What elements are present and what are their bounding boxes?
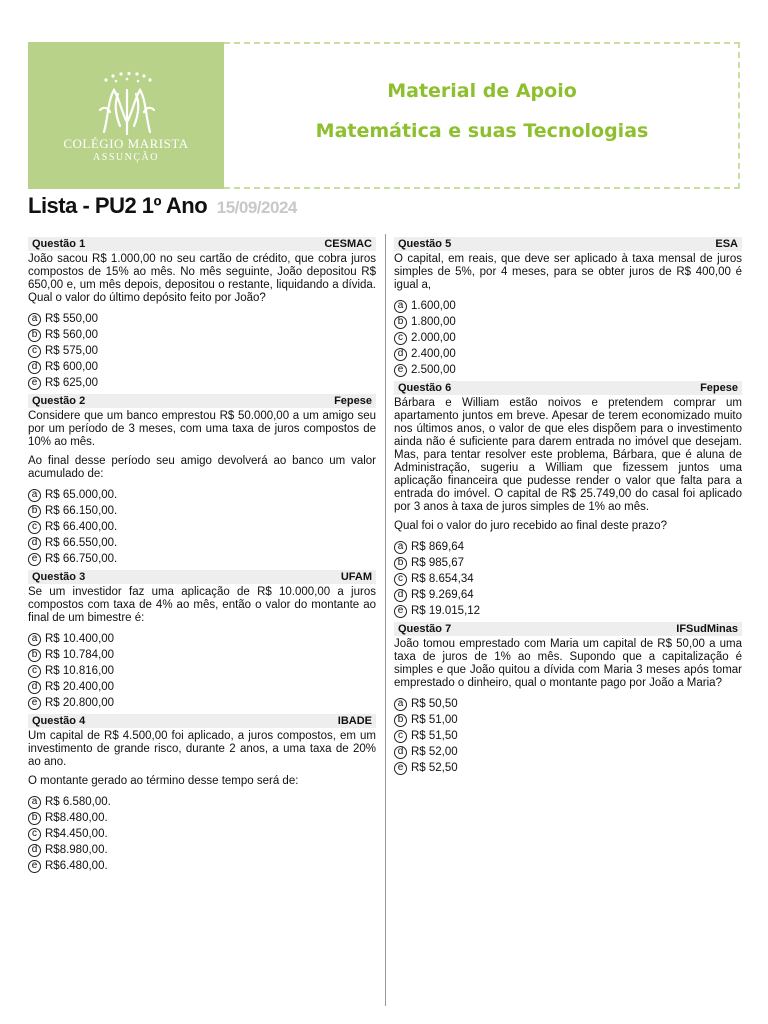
- option-letter-icon: d: [28, 537, 41, 550]
- question-label: Questão 2: [32, 395, 86, 407]
- option-b[interactable]: [394, 712, 742, 728]
- option-text: 1.600,00: [411, 300, 456, 312]
- question-label: Questão 4: [32, 715, 86, 727]
- option-letter-icon: c: [394, 573, 407, 586]
- option-letter-icon: a: [28, 313, 41, 326]
- options-list: [28, 794, 376, 874]
- list-date: 15/09/2024: [216, 198, 297, 217]
- option-text: R$ 66.750,00.: [45, 553, 118, 565]
- option-b[interactable]: [28, 647, 376, 663]
- option-letter-icon: b: [394, 714, 407, 727]
- option-text: R$ 20.400,00: [45, 681, 115, 693]
- option-d[interactable]: [394, 346, 742, 362]
- option-b[interactable]: [394, 555, 742, 571]
- option-letter-icon: e: [28, 553, 41, 566]
- question-header: [394, 237, 742, 251]
- option-text: R$ 51,00: [411, 714, 458, 726]
- option-text: R$ 9.269,64: [411, 589, 474, 601]
- option-letter-icon: c: [394, 730, 407, 743]
- option-letter-icon: e: [28, 377, 41, 390]
- question-label: Questão 6: [398, 382, 452, 394]
- question-label: Questão 3: [32, 571, 86, 583]
- question-text: Um capital de R$ 4.500,00 foi aplicado, a juros compostos, em um investimento de grande risco, durante 2 anos, a uma taxa de 20% ao ano.: [28, 730, 376, 768]
- options-list: [28, 487, 376, 567]
- option-b[interactable]: [28, 810, 376, 826]
- option-text: R$ 575,00: [45, 345, 99, 357]
- option-letter-icon: a: [28, 489, 41, 502]
- option-letter-icon: c: [28, 828, 41, 841]
- option-text: R$ 66.150,00.: [45, 505, 118, 517]
- option-text: 2.500,00: [411, 364, 456, 376]
- option-c[interactable]: [28, 663, 376, 679]
- option-text: R$ 869,64: [411, 541, 465, 553]
- option-text: 2.000,00: [411, 332, 456, 344]
- marista-monogram-icon: [94, 70, 160, 138]
- option-text: R$ 51,50: [411, 730, 458, 742]
- question-source: IBADE: [337, 715, 372, 727]
- option-a[interactable]: [394, 696, 742, 712]
- option-letter-icon: c: [28, 345, 41, 358]
- question-header: [28, 570, 376, 584]
- option-letter-icon: d: [394, 746, 407, 759]
- option-letter-icon: b: [394, 557, 407, 570]
- option-letter-icon: d: [394, 589, 407, 602]
- question-source: ESA: [715, 238, 738, 250]
- question-label: Questão 5: [398, 238, 452, 250]
- options-list: [394, 696, 742, 776]
- right-column: [394, 237, 742, 779]
- question-text: Se um investidor faz uma aplicação de R$ 10.000,00 a juros compostos com taxa de 4% ao mês, então o valor do montante ao final de um bimestre é:: [28, 586, 376, 624]
- option-text: R$ 52,00: [411, 746, 458, 758]
- option-b[interactable]: [28, 327, 376, 343]
- option-text: R$ 8.654,34: [411, 573, 474, 585]
- option-b[interactable]: [28, 503, 376, 519]
- list-title-text: Lista - PU2 1º Ano: [28, 193, 208, 218]
- option-c[interactable]: [394, 330, 742, 346]
- option-text: R$ 10.784,00: [45, 649, 115, 661]
- question-7: [394, 622, 742, 776]
- header-subtitle: Matemática e suas Tecnologias: [315, 120, 649, 142]
- option-letter-icon: e: [28, 860, 41, 873]
- question-header: [394, 381, 742, 395]
- option-c[interactable]: [28, 826, 376, 842]
- question-label: Questão 1: [32, 238, 86, 250]
- option-c[interactable]: [394, 571, 742, 587]
- option-d[interactable]: [394, 587, 742, 603]
- option-b[interactable]: [394, 314, 742, 330]
- option-text: R$ 19.015,12: [411, 605, 481, 617]
- option-e[interactable]: [394, 362, 742, 378]
- option-text: R$ 10.400,00: [45, 633, 115, 645]
- question-prompt: Ao final desse período seu amigo devolverá ao banco um valor acumulado de:: [28, 455, 376, 480]
- option-letter-icon: b: [28, 812, 41, 825]
- option-letter-icon: a: [394, 300, 407, 313]
- option-text: R$ 550,00: [45, 313, 99, 325]
- option-text: R$ 52,50: [411, 762, 458, 774]
- question-prompt: Qual foi o valor do juro recebido ao final deste prazo?: [394, 520, 667, 532]
- options-list: [394, 298, 742, 378]
- question-source: CESMAC: [324, 238, 372, 250]
- question-source: IFSudMinas: [676, 623, 738, 635]
- header-title: Material de Apoio: [387, 80, 577, 102]
- option-d[interactable]: [394, 744, 742, 760]
- option-letter-icon: e: [394, 605, 407, 618]
- header: [28, 42, 740, 189]
- option-letter-icon: e: [394, 762, 407, 775]
- list-title: [28, 193, 297, 219]
- school-name: COLÉGIO MARISTA: [63, 136, 189, 151]
- question-2: [28, 394, 376, 567]
- question-text: Considere que um banco emprestou R$ 50.000,00 a um amigo seu por um período de 3 meses, com uma taxa de juros compostos de 10% ao mês.: [28, 410, 376, 448]
- option-text: R$ 50,50: [411, 698, 458, 710]
- option-c[interactable]: [28, 343, 376, 359]
- option-text: 2.400,00: [411, 348, 456, 360]
- option-e[interactable]: [28, 858, 376, 874]
- option-letter-icon: b: [28, 329, 41, 342]
- option-text: R$ 66.550,00.: [45, 537, 118, 549]
- option-text: R$ 625,00: [45, 377, 99, 389]
- option-letter-icon: c: [28, 521, 41, 534]
- option-d[interactable]: [28, 679, 376, 695]
- question-text: João sacou R$ 1.000,00 no seu cartão de crédito, que cobra juros compostos de 15% ao mês. No mês seguinte, João depositou R$ 650,00 e, um mês depois, depositou o restante, liquidando a dívida. Qual o valor do último depósito feito por João?: [28, 253, 376, 304]
- option-a[interactable]: [28, 794, 376, 810]
- option-letter-icon: c: [394, 332, 407, 345]
- option-text: 1.800,00: [411, 316, 456, 328]
- question-source: UFAM: [340, 571, 372, 583]
- option-text: R$ 985,67: [411, 557, 465, 569]
- left-column: [28, 237, 376, 877]
- option-d[interactable]: [28, 535, 376, 551]
- option-letter-icon: b: [394, 316, 407, 329]
- logo-panel: [28, 42, 224, 189]
- question-label: Questão 7: [398, 623, 452, 635]
- question-text: João tomou emprestado com Maria um capital de R$ 50,00 a uma taxa de juros de 1% ao mês. Supondo que a capitalização é simples e que João quitou a dívida com Maria 3 meses após tomar emprestado o dinheiro, qual o montante pago por João a Maria?: [394, 638, 742, 689]
- header-frame: [224, 42, 740, 189]
- option-text: R$ 6.580,00.: [45, 796, 111, 808]
- options-list: [28, 631, 376, 711]
- question-1: [28, 237, 376, 391]
- option-letter-icon: c: [28, 665, 41, 678]
- option-text: R$4.450,00.: [45, 828, 108, 840]
- school-subname: ASSUNÇÃO: [93, 152, 159, 163]
- option-letter-icon: d: [28, 681, 41, 694]
- option-letter-icon: d: [28, 844, 41, 857]
- options-list: [394, 539, 742, 619]
- option-e[interactable]: [28, 551, 376, 567]
- question-header: [394, 622, 742, 636]
- option-e[interactable]: [28, 695, 376, 711]
- option-d[interactable]: [28, 359, 376, 375]
- question-prompt: O montante gerado ao término desse tempo será de:: [28, 775, 299, 787]
- option-a[interactable]: [28, 487, 376, 503]
- question-header: [28, 714, 376, 728]
- options-list: [28, 311, 376, 391]
- question-3: [28, 570, 376, 711]
- option-letter-icon: b: [28, 649, 41, 662]
- option-d[interactable]: [28, 842, 376, 858]
- option-letter-icon: a: [28, 796, 41, 809]
- option-a[interactable]: [28, 631, 376, 647]
- option-letter-icon: d: [28, 361, 41, 374]
- option-text: R$ 600,00: [45, 361, 99, 373]
- option-letter-icon: a: [394, 541, 407, 554]
- question-5: [394, 237, 742, 378]
- option-text: R$ 66.400,00.: [45, 521, 118, 533]
- question-text: Bárbara e William estão noivos e pretendem comprar um apartamento juntos em breve. Apesar de terem economizado muito nos últimos anos, o valor de que eles dispõem para o investimento ainda não é suficiente para darem entrada no imóvel que desejam. Mas, para tentar resolver este problema, Bárbara, que é aluna de Administração, sugeriu a William que fizessem juntos uma aplicação financeira que pudesse render o valor que falta para a entrada do imóvel. O capital de R$ 25.749,00 do casal foi aplicado por 3 anos à taxa de juros simples de 1% ao mês.: [394, 397, 742, 513]
- option-text: R$ 560,00: [45, 329, 99, 341]
- question-6: [394, 381, 742, 619]
- option-text: R$8.480,00.: [45, 812, 108, 824]
- option-c[interactable]: [28, 519, 376, 535]
- option-letter-icon: a: [394, 698, 407, 711]
- option-text: R$8.980,00.: [45, 844, 108, 856]
- option-text: R$ 20.800,00: [45, 697, 115, 709]
- option-letter-icon: e: [28, 697, 41, 710]
- option-e[interactable]: [394, 603, 742, 619]
- question-source: Fepese: [700, 382, 738, 394]
- option-text: R$ 10.816,00: [45, 665, 115, 677]
- option-c[interactable]: [394, 728, 742, 744]
- question-text: O capital, em reais, que deve ser aplicado à taxa mensal de juros simples de 5%, por 4 meses, para se obter juros de R$ 400,00 é igual a,: [394, 253, 742, 291]
- question-header: [28, 394, 376, 408]
- question-header: [28, 237, 376, 251]
- option-e[interactable]: [394, 760, 742, 776]
- question-4: [28, 714, 376, 874]
- option-letter-icon: b: [28, 505, 41, 518]
- option-a[interactable]: [28, 311, 376, 327]
- option-letter-icon: a: [28, 633, 41, 646]
- option-text: R$6.480,00.: [45, 860, 108, 872]
- option-a[interactable]: [394, 539, 742, 555]
- option-text: R$ 65.000,00.: [45, 489, 118, 501]
- option-letter-icon: d: [394, 348, 407, 361]
- option-e[interactable]: [28, 375, 376, 391]
- option-a[interactable]: [394, 298, 742, 314]
- option-letter-icon: e: [394, 364, 407, 377]
- column-divider: [385, 234, 386, 1006]
- question-source: Fepese: [334, 395, 372, 407]
